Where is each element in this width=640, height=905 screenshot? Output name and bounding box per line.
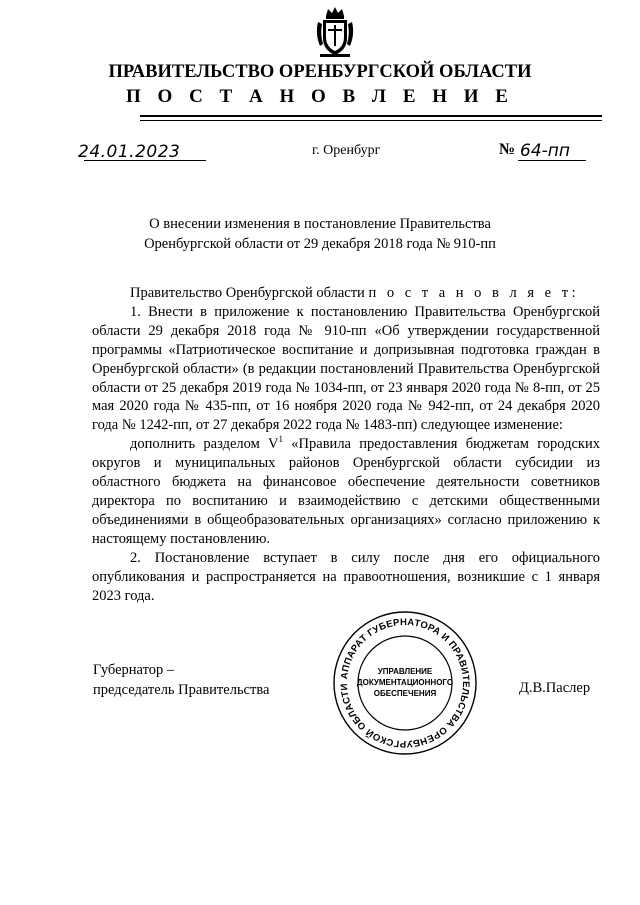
subject-line-1: О внесении изменения в постановление Правительства [149, 216, 491, 232]
signatory-name: Д.В.Паслер [519, 680, 591, 696]
header-rule-thin [140, 120, 602, 121]
item-1-sub-rest: «Правила предоставления бюджетам городских округов и муниципальных районов Оренбургской области субсидии из областного бюджета на финансовое обеспечение деятельности советников директора по воспитанию и взаимодействию с детскими общественными объединениями в общеобразовательных организациях» согласно приложению к настоящему постановлению. [92, 436, 600, 547]
item-1-sub-paragraph [92, 435, 600, 548]
header-rule-thick [140, 115, 602, 117]
document-city: г. Оренбург [312, 143, 381, 158]
stamp-inner-line-3: ОБЕСПЕЧЕНИЯ [373, 689, 437, 698]
stamp-outer-text: АППАРАТ ГУБЕРНАТОРА И ПРАВИТЕЛЬСТВА ОРЕНБУРГСКОЙ ОБЛАСТИ [338, 616, 472, 750]
date-underline [84, 160, 206, 161]
subject-line-2: Оренбургской области от 29 декабря 2018 года № 910-пп [144, 236, 496, 252]
official-stamp [330, 608, 480, 758]
signatory-title [93, 660, 269, 700]
intro-decree-word: п о с т а н о в л я е т: [368, 285, 580, 301]
government-title: ПРАВИТЕЛЬСТВО ОРЕНБУРГСКОЙ ОБЛАСТИ [108, 62, 532, 82]
intro-paragraph [92, 284, 600, 303]
signatory-title-line-2: председатель Правительства [93, 682, 270, 698]
document-subject [100, 214, 540, 254]
item-1-paragraph: 1. Внести в приложение к постановлению Правительства Оренбургской области 29 декабря 2018 года № 910-пп «Об утверждении государственной программы «Патриотическое воспитание и допризывная подготовка граждан в Оренбургской области» (в редакции постановлений Правительства Оренбургской области от 25 декабря 2019 года № 1034-пп, от 23 января 2020 года № 8-пп, от 25 мая 2020 года № 435-пп, от 16 ноября 2020 года № 942-пп, от 24 декабря 2020 года № 1242-пп, от 27 декабря 2022 года № 1483-пп) следующее изменение: [92, 303, 600, 434]
number-underline [518, 160, 586, 161]
document-body [92, 284, 600, 605]
section-superscript: 1 [278, 434, 284, 445]
item-2-paragraph: 2. Постановление вступает в силу после дня его официального опубликования и распространяется на правоотношения, возникшие с 1 января 2023 года. [92, 549, 600, 604]
document-type-title: П О С Т А Н О В Л Е Н И Е [126, 86, 514, 107]
stamp-inner-line-2: ДОКУМЕНТАЦИОННОГО [356, 678, 454, 687]
stamp-inner-line-1: УПРАВЛЕНИЕ [377, 667, 433, 676]
document-date: 24.01.2023 [78, 142, 181, 162]
document-number: 64-пп [520, 141, 570, 161]
intro-text: Правительство Оренбургской области [130, 285, 369, 301]
number-label: № [499, 141, 516, 158]
signatory-title-line-1: Губернатор – [93, 662, 175, 678]
orenburg-coat-of-arms-icon [314, 6, 356, 58]
item-1-sub-start: дополнить разделом V [130, 436, 279, 453]
